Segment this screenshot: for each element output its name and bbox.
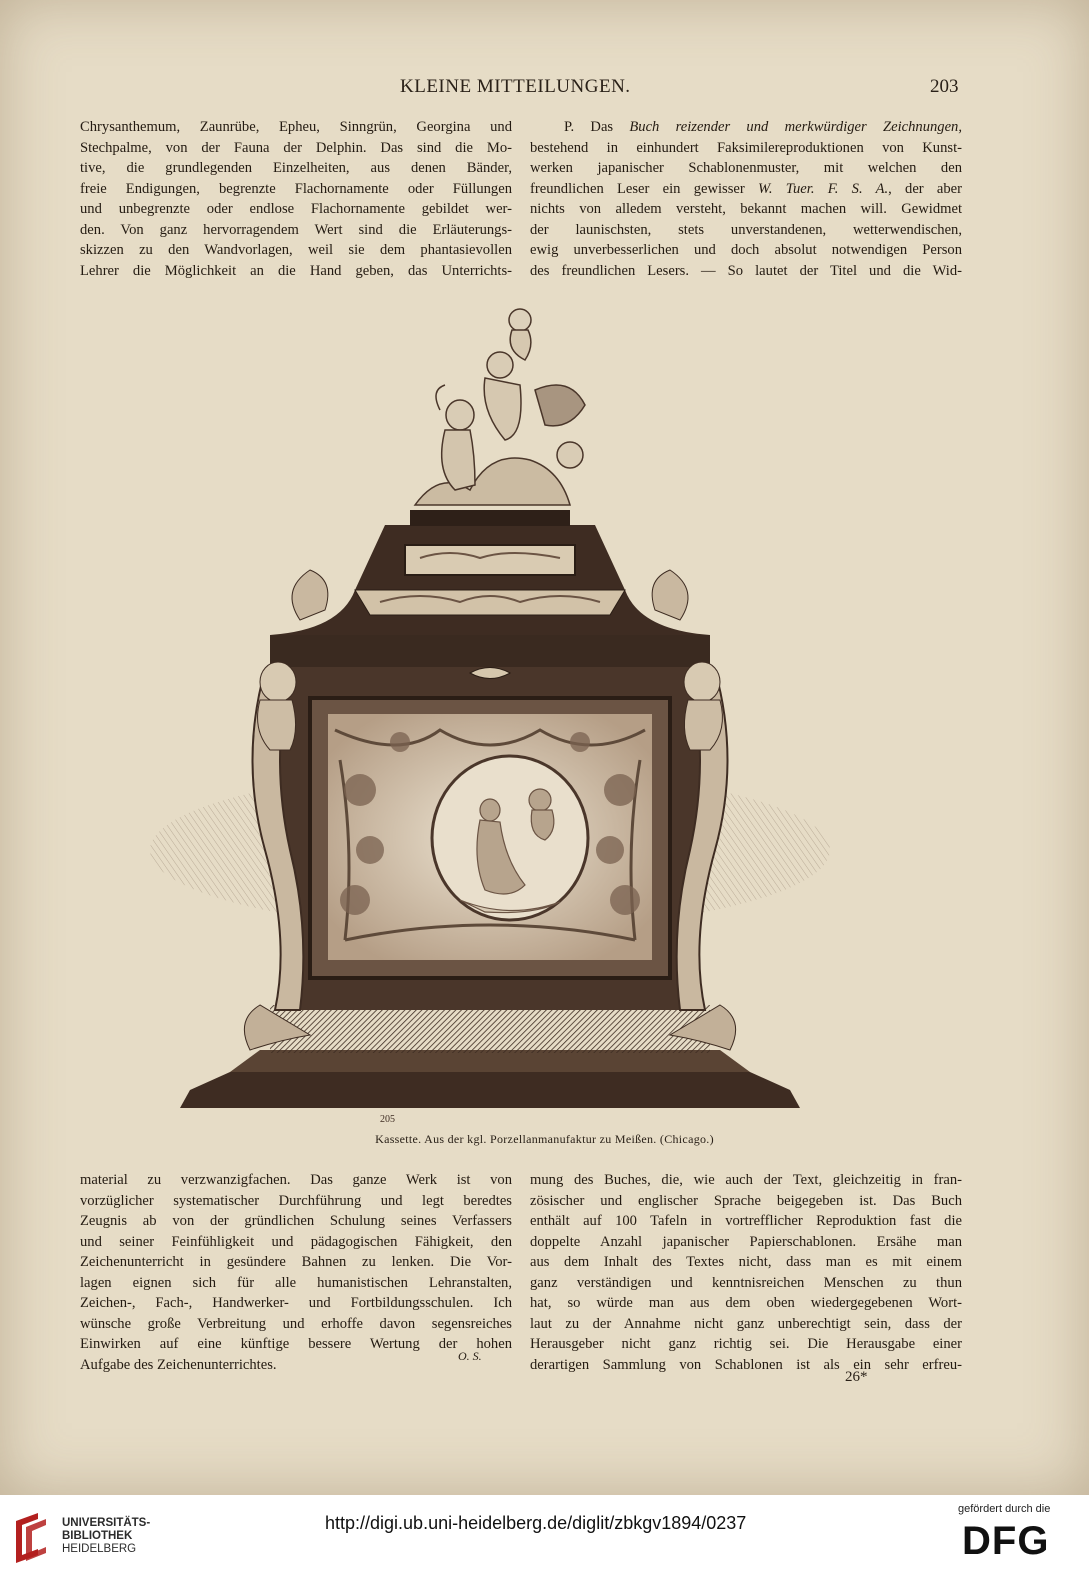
text-line: hat, so würde man aus dem oben wiedergegebenen Wort- [530,1295,962,1311]
base-plinth [180,1072,800,1108]
text-line: Zeichenunterricht in gesündere Bahnen zu lenken. Die Vor- [80,1254,512,1270]
lid-scroll-left [292,570,328,620]
lid-scroll-right [652,570,688,620]
text-line: Zeichen-, Fach-, Handwerker- und Fortbildungsschulen. Ich [80,1295,512,1311]
lid-panel-lower [355,590,625,615]
viewer-footer [0,1495,1089,1584]
text-line [530,117,962,138]
text-line: laut zu der Annahme nicht ganz unberechtigt sein, dass der [530,1315,962,1332]
text-line: doppelte Anzahl japanischer Papierschablonen. Ersähe man [530,1233,962,1250]
text-line: Einwirken auf eine künftige bessere Wertung der hohen [80,1336,512,1352]
base-band [270,1005,710,1053]
sponsor-label: gefördert durch die [958,1503,1051,1515]
lid-top [410,510,570,526]
text-line: der launischsten, stets unverstandenen, wetterwendischen, [530,221,962,238]
text-line: ganz verständigen und kenntnisreichen Menschen zu thun [530,1274,962,1291]
text-line: des freundlichen Lesers. — So lautet der Titel und die Wid- [530,262,962,279]
panel-medallion [432,756,588,920]
text-line [530,179,962,200]
text-line: tive, die grundlegenden Einzelheiten, aus denen Bänder, [80,160,512,176]
library-mark-icon [12,1509,52,1565]
figure-caption: Kassette. Aus der kgl. Porzellanmanufaktur zu Meißen. (Chicago.) [375,1132,714,1146]
lid-panel-upper [405,545,575,575]
text-line: lagen eignen sich für alle humanistischen Lehranstalten, [80,1274,512,1291]
text-line: werken japanischer Schablonenmuster, mit welchen den [530,160,962,176]
text-line: material zu verzwanzigfachen. Das ganze Werk ist von [80,1172,512,1188]
library-logo[interactable] [12,1503,162,1563]
library-line: UNIVERSITÄTS- [62,1517,151,1529]
running-title: KLEINE MITTEILUNGEN. [400,76,631,97]
text-line: Chrysanthemum, Zaunrübe, Epheu, Sinngrün, Georgina und [80,119,512,135]
text-line: und seiner Feinfühligkeit und pädagogischen Fähigkeit, den [80,1233,512,1250]
text-line: ewig unverbesserlichen und doch absolut notwendigen Person [530,242,962,258]
page-number: 203 [930,76,959,97]
author-name: W. Tuer. F. S. A. [758,180,889,197]
text-line: Aufgabe des Zeichenunterrichtes. [80,1356,277,1373]
text-line: aus dem Inhalt des Textes nicht, dass man es mit einem [530,1254,962,1270]
figural-finial [415,309,585,505]
text-line: derartigen Sammlung von Schablonen ist als ein sehr erfreu- [530,1356,962,1373]
text-line: zösischer und englischer Sprache beigegeben ist. Das Buch [530,1192,962,1209]
plate-number: 205 [380,1114,395,1125]
text-line: skizzen zu den Wandvorlagen, weil sie dem phantasievollen [80,242,512,258]
library-line: BIBLIOTHEK [62,1530,133,1542]
text-run: , der aber [888,180,962,197]
text-line: enthält auf 100 Tafeln in vortrefflicher Reproduktion fast die [530,1213,962,1229]
library-name [62,1517,150,1556]
author-initials: O. S. [458,1349,482,1363]
text-line: wünsche große Verbreitung und erhoffe davon segensreiches [80,1315,512,1332]
casket-engraving [140,290,840,1130]
lid-roof [270,525,710,635]
text-line: Stechpalme, von der Fauna der Delphin. Das sind die Mo- [80,139,512,156]
text-run: P. Das [564,119,630,135]
lid-band [270,635,710,667]
sheet-signature: 26* [845,1369,868,1385]
text-line: Herausgeber nicht ganz richtig sei. Die Herausgabe einer [530,1336,962,1352]
text-line: vorzüglicher systematischer Durchführung und legt beredtes [80,1192,512,1209]
text-line: mung des Buches, die, wie auch der Text, gleichzeitig in fran- [530,1172,962,1188]
text-line: nichts von alledem versteht, bekannt machen will. Gewidmet [530,201,962,217]
permalink-url[interactable]: http://digi.ub.uni-heidelberg.de/diglit/zbkgv1894/0237 [325,1513,747,1533]
text-run: freundlichen Leser ein gewisser [530,180,758,197]
column-bottom-right [530,1170,962,1375]
base-moulding [230,1050,750,1072]
text-line: den. Von ganz hervorragendem Wert sind die Erläuterungs- [80,221,512,238]
column-top-left [80,117,512,281]
text-line: Zeugnis ab von der gründlichen Schulung seines Verfassers [80,1213,512,1229]
text-line: bestehend in einhundert Faksimilereproduktionen von Kunst- [530,139,962,156]
dfg-logo[interactable]: DFG [962,1519,1050,1563]
book-title: Buch reizender und merkwürdiger Zeichnungen, [629,119,962,135]
library-line: HEIDELBERG [62,1543,137,1555]
column-top-right [530,117,962,281]
text-line: Lehrer die Möglichkeit an die Hand geben, das Unterrichts- [80,262,512,279]
text-line: und unbegrenzte oder endlose Flachornamente gebildet wer- [80,201,512,217]
running-head [0,76,1089,104]
column-bottom-left [80,1170,512,1375]
text-line: freie Endigungen, begrenzte Flachornamente oder Füllungen [80,180,512,197]
